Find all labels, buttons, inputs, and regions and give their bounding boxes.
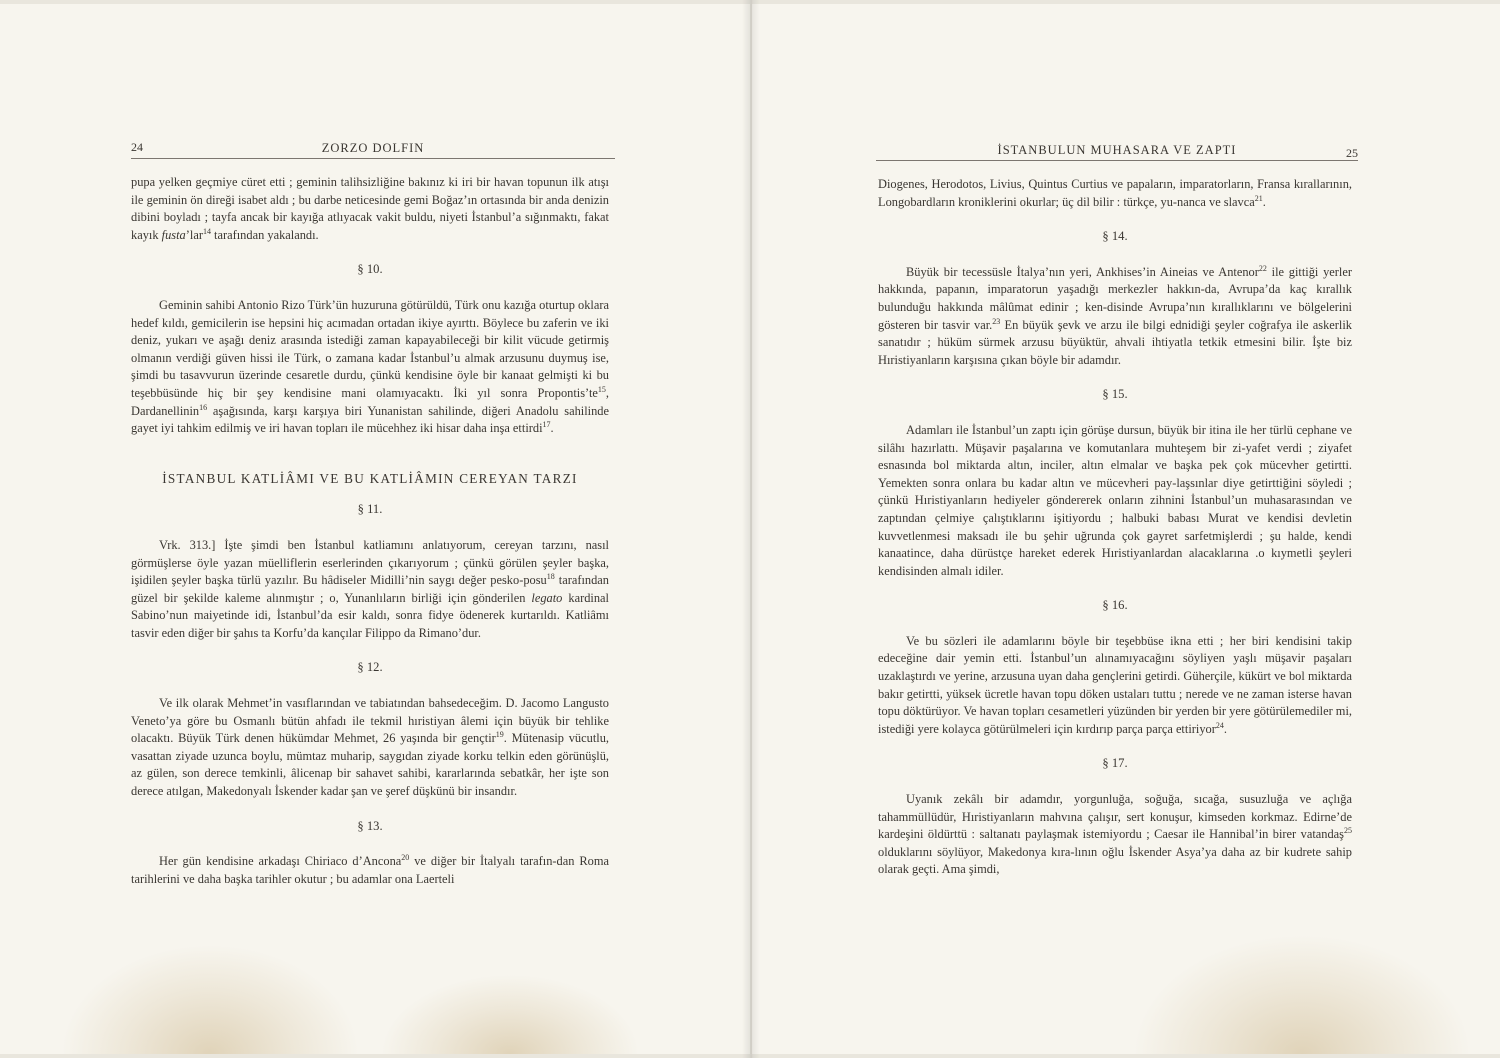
left-page xyxy=(0,4,750,1054)
section-heading: § 15. xyxy=(1102,387,1128,402)
running-header xyxy=(876,138,1358,161)
running-head-title: ZORZO DOLFIN xyxy=(321,141,425,155)
paragraph: Uyanık zekâlı bir adamdır, yorgunluğa, soğuğa, sıcağa, susuzluğa ve açlığa tahammüllüdür, Hıristiyanların mahvına çalışır, sert konuşur, kimseden korkmaz. Edirne’de kardeşini öldürttü : saltanatı paylaşmak istemiyordu ; Caesar ile Hannibal’in birer vatandaş$^{25}$ olduklarını söylüyor, Makedonya kıra-lının oğlu İskender Asya’ya daha az bir kudrete sahip olarak geçti. Ama şimdi, xyxy=(878,792,1352,877)
section-heading: § 17. xyxy=(1102,756,1128,771)
running-header xyxy=(131,136,615,159)
running-head-title: İSTANBULUN MUHASARA VE ZAPTI xyxy=(997,143,1237,157)
paper-stain xyxy=(380,974,640,1054)
section-heading: § 16. xyxy=(1102,598,1128,613)
left-page-text xyxy=(131,174,609,888)
section-heading: § 13. xyxy=(357,818,383,833)
right-page-text xyxy=(878,176,1352,879)
paragraph: Adamları ile İstanbul’un zaptı için görüşe dursun, büyük bir itina ile her türlü cephane ve silâhı hazırlattı. Müşavir paşalarına ve komutanlara muhteşem bir zi-yafet verdi ; ziyafet esnasında bol miktarda altın, inciler, altın elmalar ve başka pek çok mücevher getirtti. Yemekten sonra onlara bu kadar altın ve mücevheri pay-laşsınlar diye getirttiğini söyledi ; çünkü Hıristiyanların hediyeler göndererek onların zihnini İstanbul’un muhasarasından ve zaptından çelmiye çalıştıklarını işitiyordu ; halbuki babası Murat ve kendisi devletin kuvvetlenmesi maksadı ile bu şehir uğrunda çok gayret sarfetmişlerdi ; şu halde, kendi kanaatince, daha dürüstçe hareket ederek Hıristiyanlardan alacaklarına .o kıymetli şeyleri kendisinden almalı idiler. xyxy=(878,422,1352,578)
paragraph: Büyük bir tecessüsle İtalya’nın yeri, Ankhises’in Aineias ve Antenor$^{22}$ ile gittiği yerler hakkında, papanın, imparatorun yaşadığı merkezler hakkın-da, Avrupa’da kaç kırallık bulunduğu hakkında mâlûmat edinir ; ken-disinde Avrupa’nın kırallıklarını ve bölgelerini gösteren bir tasvir var.$^{23}$ En büyük şevk ve arzu ile bilgi ednidiği şeyler coğrafya ile askerlik sanatıdır ; hüküm sürmek arzusu büyüktür, ahvali ihtiyatla tetkik etmesini bilir. İşte biz Hıristiyanların karşısına çıkan böyle bir adamdır. xyxy=(878,263,1353,367)
paragraph: Diogenes, Herodotos, Livius, Quintus Curtius ve papaların, imparatorların, Fransa kırallarının, Longobardların kroniklerini okurlar; üç dil bilir : türkçe, yu-nanca ve slavca$^{21}$. xyxy=(878,177,1352,209)
paper-stain xyxy=(1132,934,1472,1054)
section-heading: § 12. xyxy=(357,660,383,675)
paragraph: pupa yelken geçmiye cüret etti ; geminin talihsizliğine bakınız ki iri bir havan topunun ilk atışı ile geminin ön direği isabet aldı ; bu darbe neticesinde gemi Boğaz’ın ortasında bir anda denizin dibini boyladı ; tayfa ancak bir kayığa atlıyacak vakit buldu, niyeti İstanbul’a sığınmaktı, fakat kayık fusta’lar$^{14}$ tarafından yakalandı. xyxy=(131,175,609,242)
paper-stain xyxy=(60,944,360,1054)
paragraph: Ve ilk olarak Mehmet’in vasıflarından ve tabiatından bahsedeceğim. D. Jacomo Langusto Veneto’ya göre bu Osmanlı bütün ahfadı ile tekmil hıristiyan âlemi için büyük bir tehlike olacaktı. Büyük Türk denen hükümdar Mehmet, 26 yaşında bir gençtir$^{19}$. Mütenasip vücutlu, vasattan ziyade uzunca boylu, mümtaz muharip, saygıdan ziyade korku telkin eden görünüşlü, az gülen, son derece temkinli, âlicenap bir sahavet sahibi, kararlarında sebatkâr, her işte son derece atılgan, Makedonyalı İskender kadar şan ve şeref düşkünü bir insandır. xyxy=(131,696,609,799)
page-number: 24 xyxy=(131,140,143,154)
chapter-title: İSTANBUL KATLİÂMI VE BU KATLİÂMIN CEREYAN TARZI xyxy=(162,470,578,486)
paragraph: Geminin sahibi Antonio Rizo Türk’ün huzuruna götürüldü, Türk onu kazığa oturtup oklara hedef kıldı, gemicilerin ise hepsini hiç acımadan ortadan ikiye ayırttı. Böylece bu zaferin ve iki deniz, yukarı ve aşağı deniz arasında istediği zaman kapayabileceği bir kilit vücude getirmiş olmanın verdiği güven hissi ile Türk, o zamana kadar İstanbul’u almak arzusunu duymuş ise, şimdi bu tasavvurun üzerinde cesaretle durdu, çünkü kendisine öyle bir kanaat gelmişti ki bu teşebbüsünde hiç bir şey kendisine mani olamıyacaktı. İki yıl sonra $Propontis’te^{15}$, Dardanellinin$^{16}$ aşağısında, karşı karşıya biri Yunanistan sahilinde, diğeri Anadolu sahilinde gayet iyi tahkim edilmiş ve iri havan topları ile mücehhez iki hisar daha inşa ettirdi$^{17}$. xyxy=(131,297,609,436)
paragraph: Vrk. 313.] İşte şimdi ben İstanbul katliamını anlatıyorum, cereyan tarzını, nasıl görmüşlerse öyle yazan müelliflerin eserlerinden çıkarıyorum ; çünkü görülen şeyler başka, işidilen şeyler başka türlü yazılır. Bu hâdiseler Midilli’nin saygı değer pesko-posu$^{18}$ tarafından güzel bir şekilde kaleme alınmıştır ; o, Yunanlıların birliği için gönderilen legato kardinal Sabino’nun maiyetinde idi, İstanbul’da esir kaldı, sonra fidye ödenerek kurtarıldı. Katliâmı tasvir eden diğer bir şahıs ta Korfu’da kançılar Filippo da Rimano’dur. xyxy=(131,537,609,640)
page-number: 25 xyxy=(1346,146,1358,160)
section-heading: § 10. xyxy=(357,262,383,277)
book-gutter xyxy=(742,0,760,1058)
right-page xyxy=(752,4,1500,1054)
section-heading: § 11. xyxy=(357,502,383,517)
paragraph: Ve bu sözleri ile adamlarını böyle bir teşebbüse ikna etti ; her biri kendisini takip edeceğine dair yemin etti. İstanbul’un alınamıyacağını söyliyen yaşlı müşavir paşaları uzaklaştırdı ve yerine, arzusuna uyan daha gençlerini getirdi. Güherçile, kükürt ve bol miktarda bakır getirtti, yüksek ücretle havan topu döken ustaları tuttu ; nerede ve ne zaman isterse havan topu döktürüyor. Ve havan topları cesametleri yüzünden bir yerden bir yere götürülemediler mi, istediği yere kolayca götürülmeleri için kırdırıp parça parça ettiriyor$^{24}$. xyxy=(878,633,1352,736)
paragraph: Her gün kendisine arkadaşı Chiriaco d’Ancona$^{20}$ ve diğer bir İtalyalı tarafın-dan Roma tarihlerini ve daha başka tarihler okutur ; bu adamlar ona Laerteli xyxy=(131,853,609,886)
section-heading: § 14. xyxy=(1102,229,1128,244)
